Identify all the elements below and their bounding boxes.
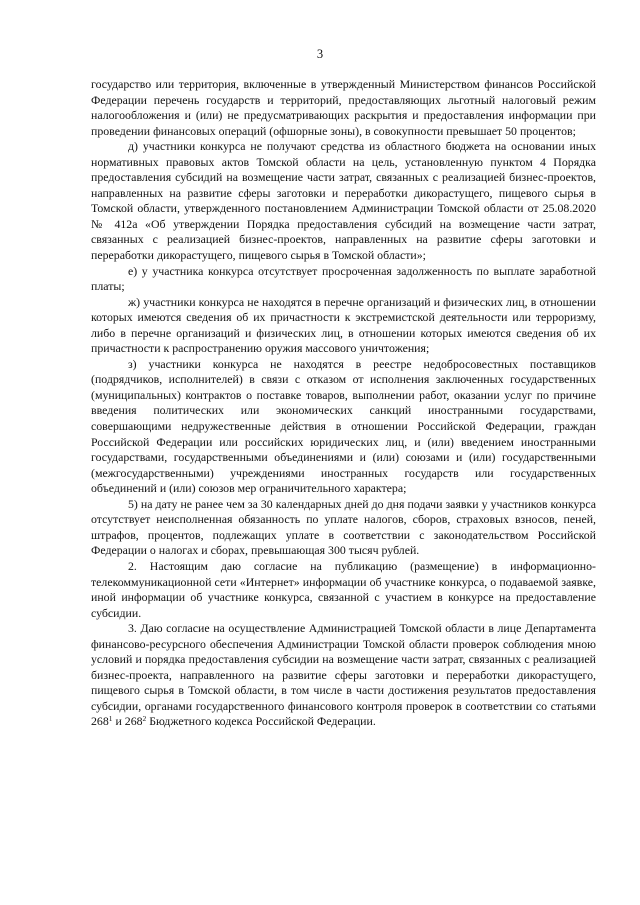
paragraph-item-z: з) участники конкурса не находятся в реестре недобросовестных поставщиков (подрядчиков, исполнителей) в связи с отказом от исполнения заключенных государственных (муниципальных) контрактов о поставке товаров, выполнении работ, оказании услуг по причине введения политических или экономических санкций иностранными государствами, совершающими недружественные действия в отношении Российской Федерации, граждан Российской Федерации или российских юридических лиц, и (или) введением иностранными государствами, государственными объединениями и (или) союзами и (или) государственными (межгосударственными) учреждениями иностранных государств или государственных объединений и (или) союзов мер ограничительного характера; [91, 356, 596, 496]
page-number: 3 [316, 47, 324, 61]
article-superscript-2: 2 [142, 714, 147, 724]
consent-inspection-tail: Бюджетного кодекса Российской Федерации. [146, 714, 376, 729]
paragraph-item-e: е) у участника конкурса отсутствует просроченная задолженность по выплате заработной платы; [91, 263, 596, 294]
paragraph-consent-inspection [91, 621, 596, 730]
article-superscript-1: 1 [108, 714, 113, 724]
consent-inspection-text: 3. Даю согласие на осуществление Администрацией Томской области в лице Департамента финансово-ресурсного обеспечения Администрации Томской области проверок соблюдения мною условий и порядка предоставления субсидии на возмещение части затрат, связанных с реализацией бизнес-проекта, направленного на развитие сферы заготовки и переработки дикорастущего, пищевого сырья в Томской области, в том числе в части достижения результатов предоставления субсидии, органами государственного финансового контроля проверок в соответствии со статьями 268 [91, 621, 596, 729]
paragraph-item-d: д) участники конкурса не получают средства из областного бюджета на основании иных нормативных правовых актов Томской области на цель, установленную пунктом 4 Порядка предоставления субсидий на возмещение части затрат, связанных с реализацией бизнес-проектов, направленных на развитие сферы заготовки и переработки дикорастущего, пищевого сырья в Томской области, утвержденного постановлением Администрации Томской области от 25.08.2020 № 412а «Об утверждении Порядка предоставления субсидий на возмещение части затрат, связанных с реализацией бизнес-проектов, направленных на развитие сферы заготовки и переработки дикорастущего, пищевого сырья в Томской области»; [91, 139, 596, 263]
paragraph-consent-publication: 2. Настоящим даю согласие на публикацию (размещение) в информационно-телекоммуникационной сети «Интернет» информации об участнике конкурса, о подаваемой заявке, иной информации об участнике конкурса, связанной с участием в конкурсе на предоставление субсидии. [91, 558, 596, 620]
consent-inspection-and: и 268 [112, 714, 143, 729]
paragraph-item-5: 5) на дату не ранее чем за 30 календарных дней до дня подачи заявки у участников конкурса отсутствует неисполненная обязанность по уплате налогов, сборов, страховых взносов, пеней, штрафов, процентов, подлежащих уплате в соответствии с законодательством Российской Федерации о налогах и сборах, превышающая 300 тысяч рублей. [91, 496, 596, 558]
document-body [91, 77, 596, 730]
paragraph-offshore-continuation: государство или территория, включенные в утвержденный Министерством финансов Российской Федерации перечень государств и территорий, предоставляющих льготный налоговый режим налогообложения и (или) не предусматривающих раскрытия и предоставления информации при проведении финансовых операций (офшорные зоны), в совокупности превышает 50 процентов; [91, 77, 596, 138]
paragraph-item-zh: ж) участники конкурса не находятся в перечне организаций и физических лиц, в отношении которых имеются сведения об их причастности к экстремистской деятельности или терроризму, либо в перечне организаций и физических лиц, в отношении которых имеются сведения об их причастности к распространению оружия массового уничтожения; [91, 294, 596, 356]
